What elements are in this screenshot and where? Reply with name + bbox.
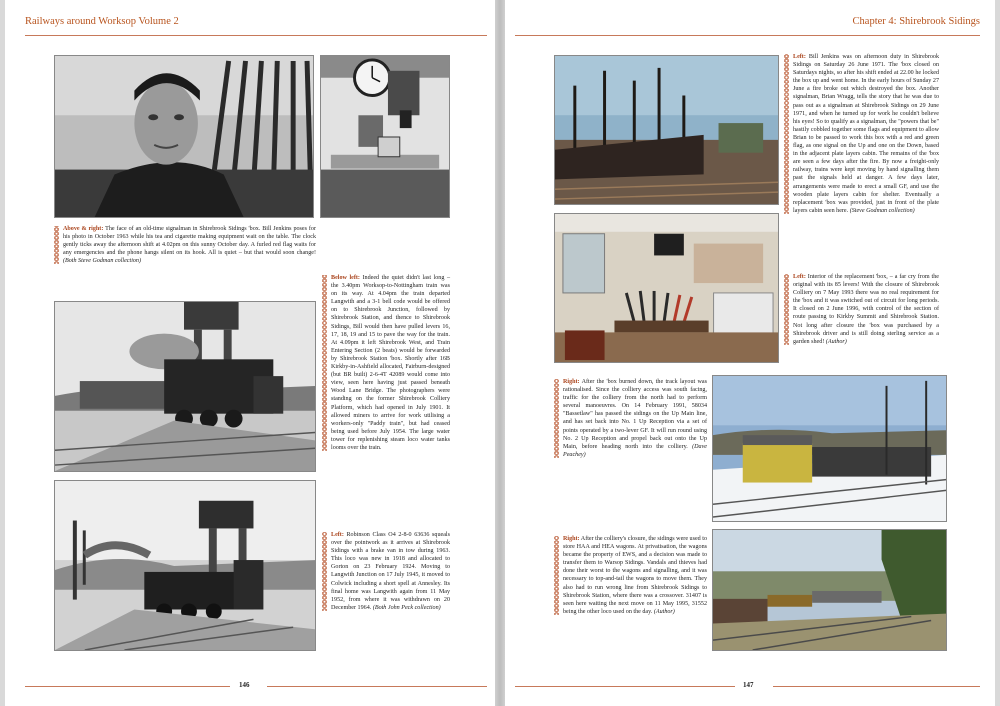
caption-text: After the 'box burned down, the track layout was rationalised. Since the colliery access was south facing, traffic for the colliery from the north had to perform several manoeuvres. On 14 February 1991, 58034 "Bassetlaw" has passed the sidings on the Up Main line, and has set back into No. 1 Up Reception via a set of points operated by a two-lever GF. It will run round using No. 2 Up Reception and propel back out onto the Up Main, before heading north into the colliery. [563, 379, 707, 450]
caption-below-left [322, 274, 450, 452]
caption-credit: (Dave Peachey) [563, 443, 708, 458]
footer-rule [267, 686, 487, 687]
caption-text: After the colliery's closure, the sidings were used to store HAA and HEA wagons. At privatisation, the wagons became the property of EWS, and a decision was made to transfer them to Warsop Sidings. Vandals and thieves had done their worst to the wagons and signalling, and it was necessary to top-and-tail the wagons to move them. They also had to run wrong line from Shirebrook Sidings to Shirebrook Station, where there was a crossover. 31407 is seen here waiting the next move on 11 May 1995, 31552 being the other loco used on the day. [563, 536, 707, 615]
caption-credit: (Both John Peck collection) [372, 604, 441, 611]
caption-text: Bill Jenkins was on afternoon duty in Shirebrook Sidings on Saturday 26 June 1971. The 'box closed on Saturdays nights, so after his shift ended at 22.00 he locked the box up and went home. In the early hours of Sunday 27 June a fire broke out which destroyed the box. Another signalman, Brian Wragg, tells the story that he was due to pass out as a signalman at Shirebrook Sidings on 29 June 1971, and when he turned up for work he couldn't believe his eyes! So to qualify as a signalman, the "powers that be" hastily cobbled together some flags and equipment to allow Brian to be passed to work this box with a red and green flag, as one signal on the Up and one on the Down, based in the adjacent plate layers cabin. The remains of the 'box are seen a few days after the fire. By now a freight-only railway, trains were kept moving by hand signalling them past the signals held at danger. A few days later, arrangements were made to erect a small GF, and use the wooden plate layers cabin for shelter. Eventually a replacement 'box was provided, just in front of the plate layers cabin seen here. [793, 54, 939, 214]
running-head-right: Chapter 4: Shirebrook Sidings [852, 16, 980, 27]
caption-above-right [54, 225, 316, 265]
caption-wagon-storage [554, 535, 707, 616]
caption-interior [784, 273, 939, 346]
class-58-snow-photo [712, 375, 947, 522]
footer-rule [515, 686, 735, 687]
caption-text: Interior of the replacement 'box, – a far cry from the original with its 85 levers! With the closure of Shirebrook Colliery on 7 May 1993 there was no real requirement for the 'box and it was switched out of circuit for long periods. It closed on 2 June 1996, with control of the section of route passing to Kirkby Summit and Shirebrook Station. Not long after closure the 'box was purchased by a Shirebrook driver and is still doing sterling service as a garden shed! [793, 274, 939, 345]
caption-lead: Left: [793, 54, 806, 60]
caption-lead: Right: [563, 379, 580, 385]
tank-engine-water-tower-photo [54, 301, 316, 472]
caption-credit: (Steve Godman collection) [849, 207, 915, 214]
caption-credit: (Both Steve Godman collection) [63, 258, 142, 265]
wagons-storage-photo [712, 529, 947, 651]
caption-credit: (Author) [653, 608, 675, 615]
caption-burned-box [784, 53, 939, 215]
caption-lead: Below left: [331, 275, 360, 281]
caption-lead: Right: [563, 536, 580, 542]
header-rule [25, 35, 487, 36]
caption-lead: Above & right: [63, 226, 104, 232]
o4-loco-water-tower-photo [54, 480, 316, 651]
caption-credit: (Author) [825, 338, 847, 345]
caption-left-o4 [322, 531, 450, 612]
burned-signal-box-photo [554, 55, 779, 205]
caption-lead: Left: [331, 532, 344, 538]
left-page [5, 0, 495, 706]
footer-rule [25, 686, 230, 687]
caption-lead: Left: [793, 274, 806, 280]
right-page [505, 0, 995, 706]
signal-box-clock-photo [320, 55, 450, 218]
book-gutter [495, 0, 505, 706]
signalman-portrait-photo [54, 55, 314, 218]
header-rule [515, 35, 980, 36]
running-head-left: Railways around Worksop Volume 2 [25, 16, 179, 27]
page-number-left: 146 [239, 681, 250, 689]
footer-rule [773, 686, 980, 687]
caption-class-58 [554, 378, 707, 459]
replacement-box-interior-photo [554, 213, 779, 363]
caption-text: Robinson Class O4 2-8-0 63636 squeals over the pointwork as it arrives at Shirebrook Sidings with a brake van in tow during 1963. This loco was new in 1918 and allocated to Gorton on 23 February 1924. Moving to Langwith Junction on 17 July 1945, it moved to Colwick including a short spell at Annesley. Its final home was Langwith again from 11 May 1952, from where it was withdrawn on 20 December 1964. [331, 532, 450, 611]
caption-text: Indeed the quiet didn't last long – the 3.40pm Worksop-to-Nottingham train was on its way. At 4.04pm the train departed Langwith and a 3-1 bell code would be offered on to Shirebrook Junction, followed by Shirebrook Station, and thence to Shirebrook Sidings, Bill would then have pulled levers 16, 17, 18, 19 and 15 to pave the way for the train. At 4.09pm it left Shirebrook West, and Train Entering Section (2 beats) would be forwarded by Shirebrook Station 'box. Shortly after 16B Kirkby-in-Ashfield allocated, Fairburn-designed (but BR built) 2-6-4T 42089 would come into view, seen here having just passed beneath Wood Lane Bridge. The photographers were standing on the former Shirebrook Colliery Platform, which had opened in July 1901. It allowed miners to arrive for work utilising a workers-only "Paddy train", but had ceased being used before July 1954. The large water tower for replenishing steam loco water tanks looms over the train. [331, 275, 450, 451]
page-number-right: 147 [743, 681, 754, 689]
caption-text: The face of an old-time signalman in Shirebrook Sidings 'box. Bill Jenkins poses for his photo in October 1963 while his tea and cigarette making equipment wait on the table. The clock gently ticks away the afternoon shift at 4.02pm on this sunny October day. A furled red flag waits for any emergencies and the phone hangs silent on its hook. All is quiet – but that would soon change! [63, 226, 316, 257]
